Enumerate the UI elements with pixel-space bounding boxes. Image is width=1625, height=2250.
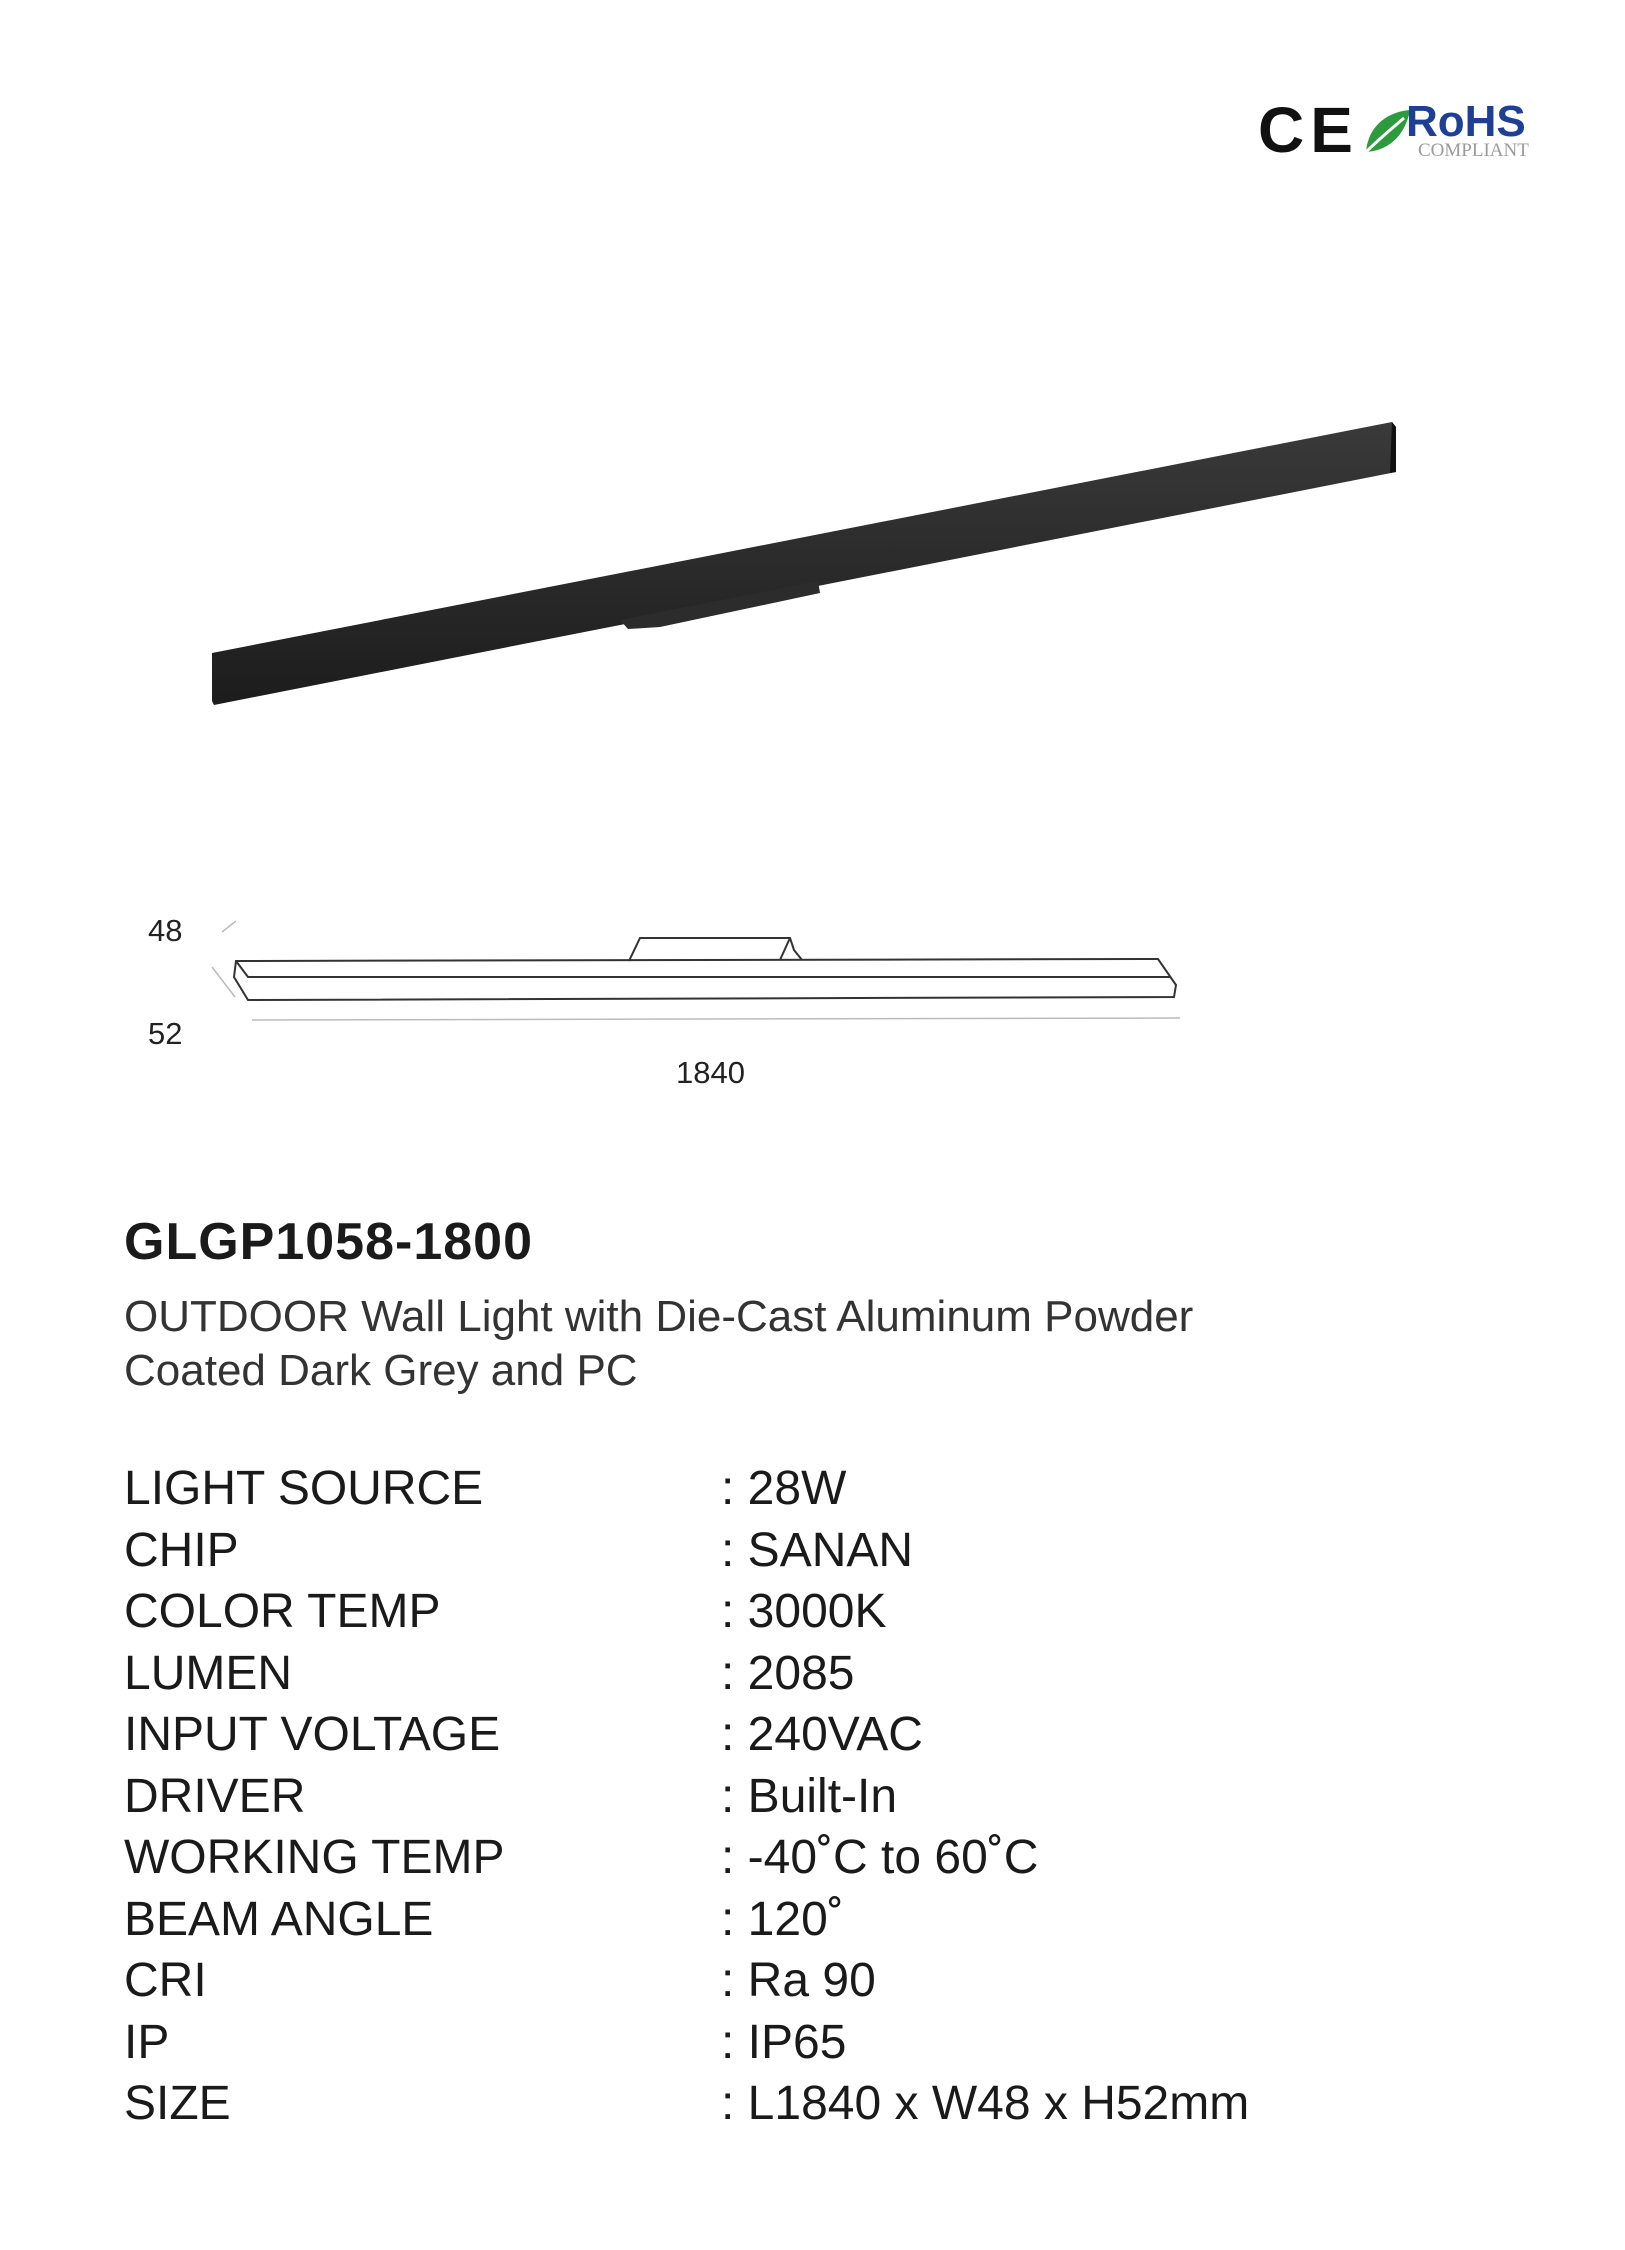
spec-value: : Built-In [721, 1769, 898, 1823]
spec-row-light-source [124, 1458, 1524, 1520]
rohs-compliant-text: COMPLIANT [1418, 140, 1529, 161]
length-dimension-label: 1840 [676, 1055, 745, 1090]
spec-row-driver [124, 1766, 1524, 1828]
spec-value: : 28W [721, 1462, 847, 1516]
spec-value: : IP65 [721, 2015, 847, 2069]
spec-label: BEAM ANGLE [124, 1892, 434, 1946]
ce-mark: CE [1258, 94, 1359, 166]
wall-light-body [212, 422, 1396, 705]
product-image [200, 405, 1410, 715]
spec-value: : 2085 [721, 1646, 855, 1700]
spec-value: : SANAN [721, 1523, 914, 1577]
spec-value: : Ra 90 [721, 1954, 876, 2008]
width-dimension-label: 48 [148, 913, 183, 948]
spec-table [124, 1458, 1524, 2135]
rohs-mark: RoHS [1406, 97, 1526, 146]
spec-label: DRIVER [124, 1769, 306, 1823]
product-model: GLGP1058-1800 [124, 1213, 534, 1271]
dimension-drawing [140, 905, 1210, 1115]
product-description [124, 1290, 1424, 1398]
spec-label: INPUT VOLTAGE [124, 1708, 501, 1762]
spec-row-size [124, 2073, 1524, 2135]
height-dimension-label: 52 [148, 1016, 183, 1051]
spec-row-ip [124, 2012, 1524, 2074]
spec-row-working-temp [124, 1827, 1524, 1889]
spec-label: WORKING TEMP [124, 1831, 505, 1885]
spec-label: CRI [124, 1954, 207, 2008]
spec-row-chip [124, 1520, 1524, 1582]
spec-value: : 120˚ [721, 1892, 844, 1946]
spec-label: SIZE [124, 2077, 231, 2131]
spec-row-cri [124, 1950, 1524, 2012]
spec-value: : L1840 x W48 x H52mm [721, 2077, 1250, 2131]
spec-value: : 240VAC [721, 1708, 923, 1762]
certification-marks [1258, 92, 1558, 172]
spec-label: COLOR TEMP [124, 1585, 441, 1639]
spec-label: LIGHT SOURCE [124, 1462, 484, 1516]
description-line-2: Coated Dark Grey and PC [124, 1346, 638, 1395]
spec-label: IP [124, 2015, 170, 2069]
spec-value: : -40˚C to 60˚C [721, 1831, 1039, 1885]
description-line-1: OUTDOOR Wall Light with Die-Cast Aluminum Powder [124, 1292, 1194, 1341]
spec-value: : 3000K [721, 1585, 887, 1639]
spec-label: CHIP [124, 1523, 239, 1577]
spec-row-color-temp [124, 1581, 1524, 1643]
spec-label: LUMEN [124, 1646, 293, 1700]
spec-row-beam-angle [124, 1889, 1524, 1951]
spec-row-lumen [124, 1643, 1524, 1705]
spec-row-input-voltage [124, 1704, 1524, 1766]
